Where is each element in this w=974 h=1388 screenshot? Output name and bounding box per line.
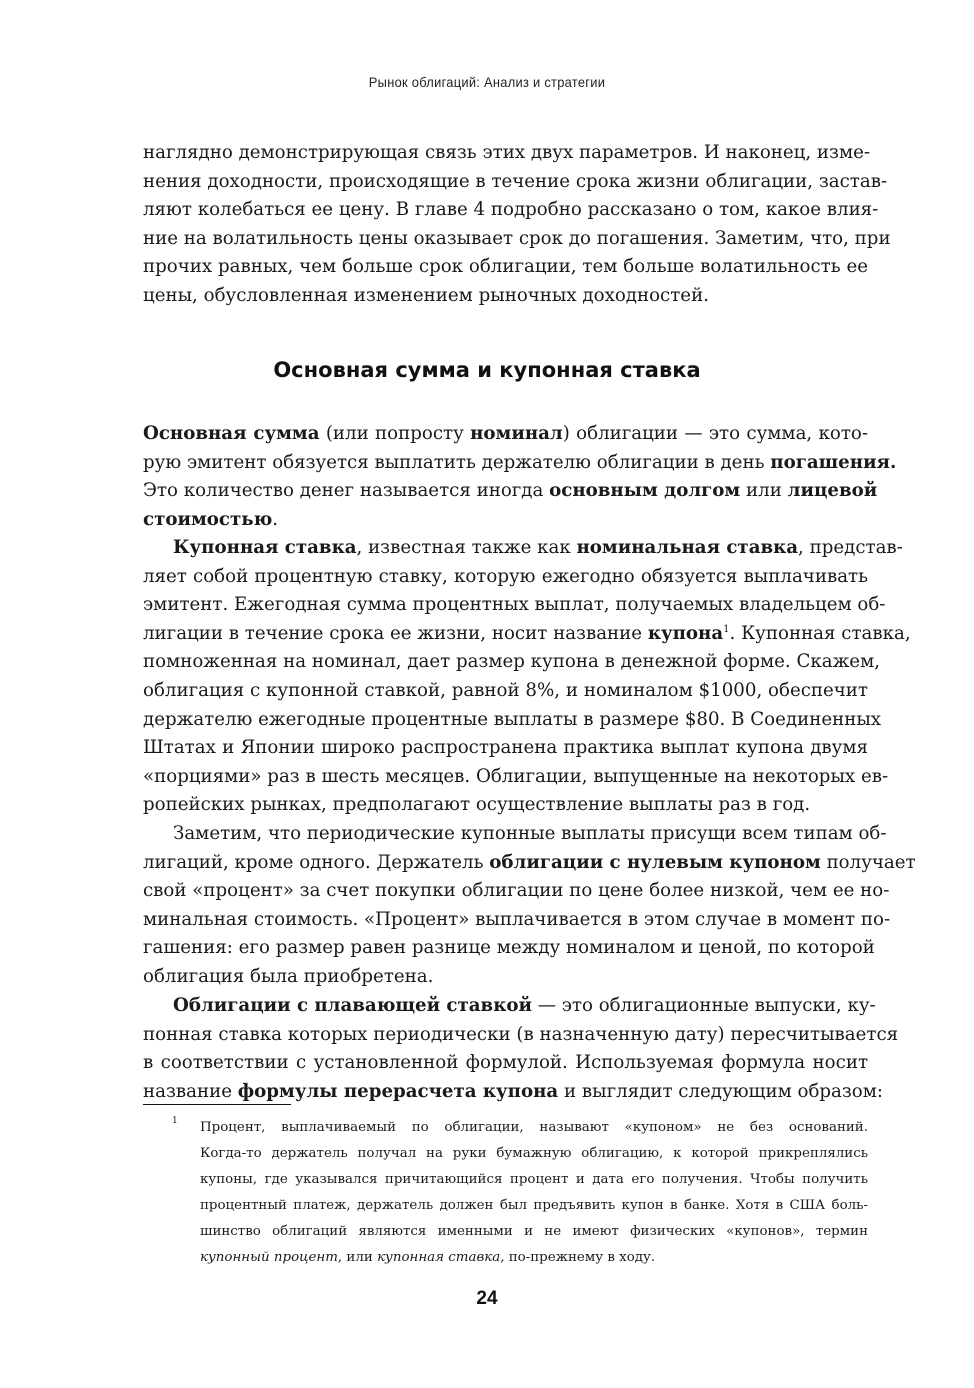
text-run: Это количество денег называется иногда [143,480,550,502]
paragraph-floating-rate [143,992,899,1106]
footnote-line: купоны, где указывался причитающийся процент и дата его получения. Чтобы получить [200,1172,868,1187]
text-line [143,1078,884,1107]
term-nominal-rate: номинальная ставка [576,537,799,558]
text-line: свой «процент» за счет покупки облигации по цене более низкой, чем ее но- [143,880,890,902]
text-run: получает [820,851,916,873]
text-run: лигации в течение срока ее жизни, носит название [143,622,648,644]
text-line [143,849,916,878]
text-run: (или попросту [319,423,471,444]
term-nominal: номинал [470,423,563,444]
footnote-line: процентный платеж, держатель должен был предъявить купон в банке. Хотя в США боль- [200,1198,868,1213]
footnote-line: Процент, выплачиваемый по облигации, называют «купоном» не без оснований. [200,1120,868,1135]
text-run: и выглядит следующим образом: [558,1080,884,1102]
text-run: — это облигационные выпуски, ку- [531,995,876,1016]
text-run: рую эмитент обязуется выплатить держателю облигации в день [143,451,771,473]
footnote-ref[interactable]: 1 [723,623,730,635]
text-run: лигаций, кроме одного. Держатель [143,851,490,873]
text-line: ропейских рынках, предполагают осуществление выплаты раз в год. [143,794,811,816]
term-maturity: погашения. [770,451,897,473]
paragraph-principal [143,420,897,534]
text-line: минальная стоимость. «Процент» выплачивается в этом случае в момент по- [143,908,891,930]
page-number: 24 [476,1288,498,1309]
text-line: прочих равных, чем больше срок облигации, тем больше волатильность ее [143,256,868,278]
term-coupon-rate: Купонная ставка [173,537,357,558]
text-line: облигация с купонной ставкой, равной 8%, и номиналом $1000, обеспечит [143,679,868,701]
text-run: , или [337,1250,378,1265]
text-line: помноженная на номинал, дает размер купона в денежной форме. Скажем, [143,651,880,673]
text-line: эмитент. Ежегодная сумма процентных выплат, получаемых владельцем об- [143,594,886,616]
footnote-mark: 1 [172,1116,178,1126]
text-line: нения доходности, происходящие в течение срока жизни облигации, застав- [143,170,888,192]
text-line: Штатах и Японии широко распространена практика выплат купона двумя [143,737,868,759]
running-header: Рынок облигаций: Анализ и стратегии [368,74,606,90]
term-face-value: лицевой [787,480,878,502]
text-run: название [143,1080,238,1102]
italic-term: купонная ставка, [377,1250,505,1265]
text-line [143,534,903,563]
text-run: , известная также как [356,537,577,558]
text-line: в соответствии с установленной формулой. Используемая формула носит [143,1052,868,1074]
text-run: или [740,480,788,502]
term-coupon-reset-formula: формулы перерасчета купона [237,1080,559,1102]
text-line: понная ставка которых периодически (в назначенную дату) пересчитывается [143,1023,899,1045]
text-line: наглядно демонстрирующая связь этих двух параметров. И наконец, изме- [143,142,871,163]
text-line: цены, обусловленная изменением рыночных доходностей. [143,284,709,306]
section-heading: Основная сумма и купонная ставка [273,358,701,382]
text-run: , представ- [798,537,903,558]
footnote [200,1115,868,1271]
term-principal: Основная сумма [143,423,320,444]
text-line: гашения: его размер равен разнице между номиналом и ценой, по которой [143,937,875,959]
footnote-line: Когда-то держатель получал на руки бумажную облигацию, к которой прикреплялись [200,1146,868,1161]
text-line: «порциями» раз в шесть месяцев. Облигации, выпущенные на некоторых ев- [143,765,889,787]
text-line: Заметим, что периодические купонные выплаты присущи всем типам об- [173,823,887,844]
text-line: держателю ежегодные процентные выплаты в размере $80. В Соединенных [143,708,882,730]
paragraph-intro [143,139,891,311]
footnote-line: шинство облигаций являются именными и не имеют физических «купонов», термин [200,1224,868,1239]
term-coupon: купона [647,622,724,644]
text-line: ляют колебаться ее цену. В главе 4 подробно рассказано о том, какое влия- [143,199,879,221]
text-run: . Купонная ставка, [729,622,911,644]
text-run: . [272,508,279,530]
paragraph-zero-coupon [143,820,916,992]
text-line [143,477,878,506]
text-line [143,620,911,649]
text-line: ние на волатильность цены оказывает срок до погашения. Заметим, что, при [143,227,891,249]
text-line [143,449,897,478]
term-face-value-cont: стоимостью [143,508,273,530]
text-run: ) облигации — это сумма, кото- [562,423,868,444]
footnote-divider [143,1104,291,1105]
text-line [143,992,876,1021]
text-line [143,506,868,535]
text-line: облигация была приобретена. [143,965,434,987]
term-zero-coupon-bond: облигации с нулевым купоном [489,851,821,873]
text-line: ляет собой процентную ставку, которую ежегодно обязуется выплачивать [143,565,868,587]
text-line [143,420,868,449]
paragraph-coupon-rate [143,534,911,820]
term-floating-rate-bonds: Облигации с плавающей ставкой [173,995,532,1016]
italic-term: купонный процент [200,1250,338,1265]
footnote-line [200,1245,868,1271]
text-run: по-прежнему в ходу. [504,1250,656,1265]
term-principal-debt: основным долгом [549,480,741,502]
